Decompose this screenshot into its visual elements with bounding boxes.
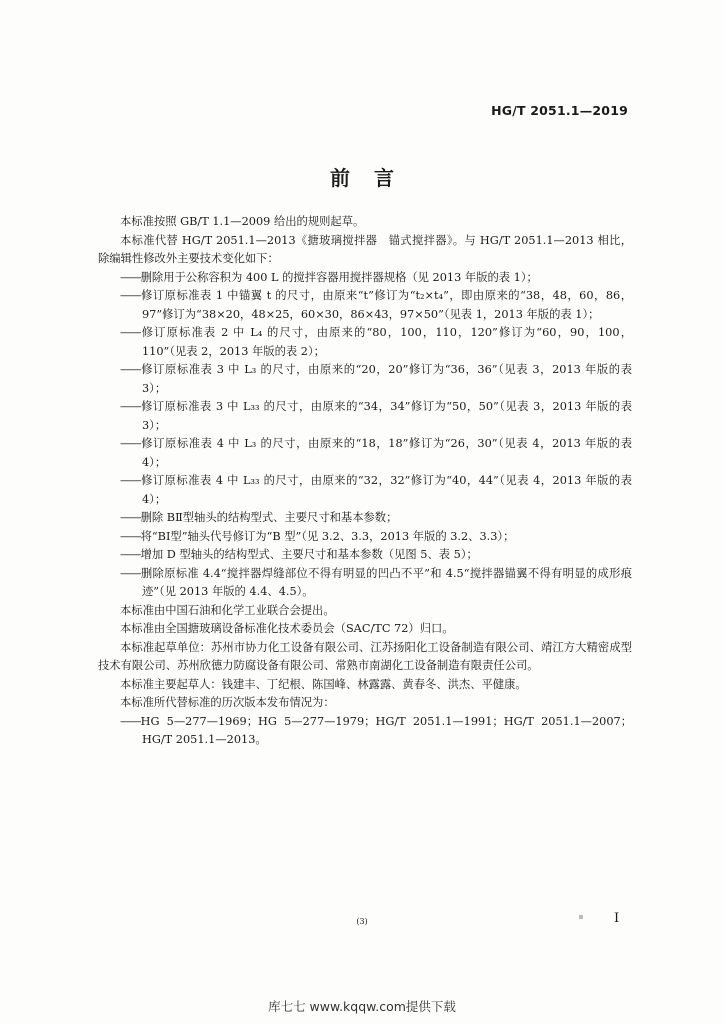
page-number: I	[614, 911, 620, 926]
intro-paragraph-2: 本标准代替 HG/T 2051.1—2013《搪玻璃搅拌器 锚式搅拌器》。与 HG/T 2051.1—2013 相比，除编辑性修改外主要技术变化如下：	[98, 233, 632, 265]
dash-mark: ——	[120, 437, 141, 450]
drafters-paragraph: 本标准主要起草人：钱建丰、丁纪根、陈国峰、林露露、黄春冬、洪杰、平健康。	[120, 677, 527, 691]
change-item	[98, 324, 632, 361]
change-item	[98, 398, 632, 435]
dash-mark: ——	[120, 529, 141, 543]
scan-speck	[579, 915, 583, 919]
change-item-text: 删除用于公称容积为 400 L 的搅拌容器用搅拌器规格（见 2013 年版的表 1）；	[140, 270, 538, 284]
sheet-number: (3)	[356, 917, 368, 926]
change-item	[98, 528, 632, 547]
change-item-text: 修订原标准表 3 中 L₃ 的尺寸，由原来的“20，20”修订为“36，36”（见表 3，2013 年版的表 3）；	[140, 363, 632, 395]
change-item-text: 修订原标准表 1 中锚翼 t 的尺寸，由原来“t”修订为“t₂×t₄”，即由原来的“38，48，60，86，97”修订为“38×20，48×25，60×30，86×43，97×50”（见表 1，2013 年版的表 1）；	[140, 289, 632, 321]
dash-mark: ——	[120, 511, 141, 524]
change-item-text: 修订原标准表 2 中 L₄ 的尺寸，由原来的“80，100，110，120”修订为“60，90，100，110”（见表 2，2013 年版的表 2）；	[140, 326, 632, 358]
intro-paragraph-1: 本标准按照 GB/T 1.1—2009 给出的规则起草。	[120, 215, 365, 228]
change-item-text: 删除原标准 4.4“搅拌器焊缝部位不得有明显的凹凸不平”和 4.5“搅拌器锚翼不得有明显的成形痕迹”（见 2013 年版的 4.4、4.5）。	[140, 566, 632, 598]
dash-mark: ——	[120, 326, 141, 339]
dash-mark: ——	[120, 363, 141, 376]
dash-mark: ——	[120, 566, 141, 580]
change-item	[98, 435, 632, 472]
change-item-text: 将“BⅠ型”轴头代号修订为“B 型”（见 3.2、3.3，2013 年版的 3.2、3.3）；	[140, 529, 515, 543]
dash-mark: ——	[120, 474, 141, 487]
change-item-text: 删除 BⅡ型轴头的结构型式、主要尺寸和基本参数；	[140, 511, 398, 524]
committee-paragraph: 本标准由全国搪玻璃设备标准化技术委员会（SAC/TC 72）归口。	[120, 622, 454, 635]
change-item-text: 修订原标准表 4 中 L₃ 的尺寸，由原来的“18，18”修订为“26，30”（见表 4，2013 年版的表 4）；	[140, 437, 632, 469]
proposer-paragraph: 本标准由中国石油和化学工业联合会提出。	[120, 603, 335, 617]
standard-code: HG/T 2051.1—2019	[491, 103, 628, 118]
change-item	[98, 565, 632, 602]
dash-mark: ——	[120, 289, 141, 302]
change-item-text: 增加 D 型轴头的结构型式、主要尺寸和基本参数（见图 5、表 5）；	[140, 548, 478, 561]
history-item	[98, 713, 632, 750]
change-item-text: 修订原标准表 3 中 L₃₃ 的尺寸，由原来的“34，34”修订为“50，50”（见表 3，2013 年版的表 3）；	[140, 400, 632, 432]
dash-mark: ——	[120, 400, 141, 413]
dash-mark: ——	[120, 714, 141, 728]
change-item	[98, 546, 632, 565]
change-item	[98, 361, 632, 398]
change-item	[98, 509, 632, 528]
dash-mark: ——	[120, 270, 141, 284]
change-item	[98, 287, 632, 324]
change-item	[98, 472, 632, 509]
drafting-units-paragraph: 本标准起草单位：苏州市协力化工设备有限公司、江苏扬阳化工设备制造有限公司、靖江方大精密成型技术有限公司、苏州欣德力防腐设备有限公司、常熟市南湖化工设备制造有限责任公司。	[98, 640, 632, 672]
foreword-body	[98, 213, 632, 750]
change-item	[98, 269, 632, 288]
history-text: HG 5—277—1969；HG 5—277—1979；HG/T 2051.1—1991；HG/T 2051.1—2007；HG/T 2051.1—2013。	[140, 714, 632, 746]
history-intro-paragraph: 本标准所代替标准的历次版本发布情况为：	[120, 696, 335, 709]
dash-mark: ——	[120, 548, 141, 561]
page-title: 前言	[330, 166, 418, 190]
change-item-text: 修订原标准表 4 中 L₃₃ 的尺寸，由原来的“32，32”修订为“40，44”（见表 4，2013 年版的表 4）；	[140, 474, 632, 506]
download-watermark: 库七七 www.kqqw.com提供下载	[268, 999, 456, 1014]
